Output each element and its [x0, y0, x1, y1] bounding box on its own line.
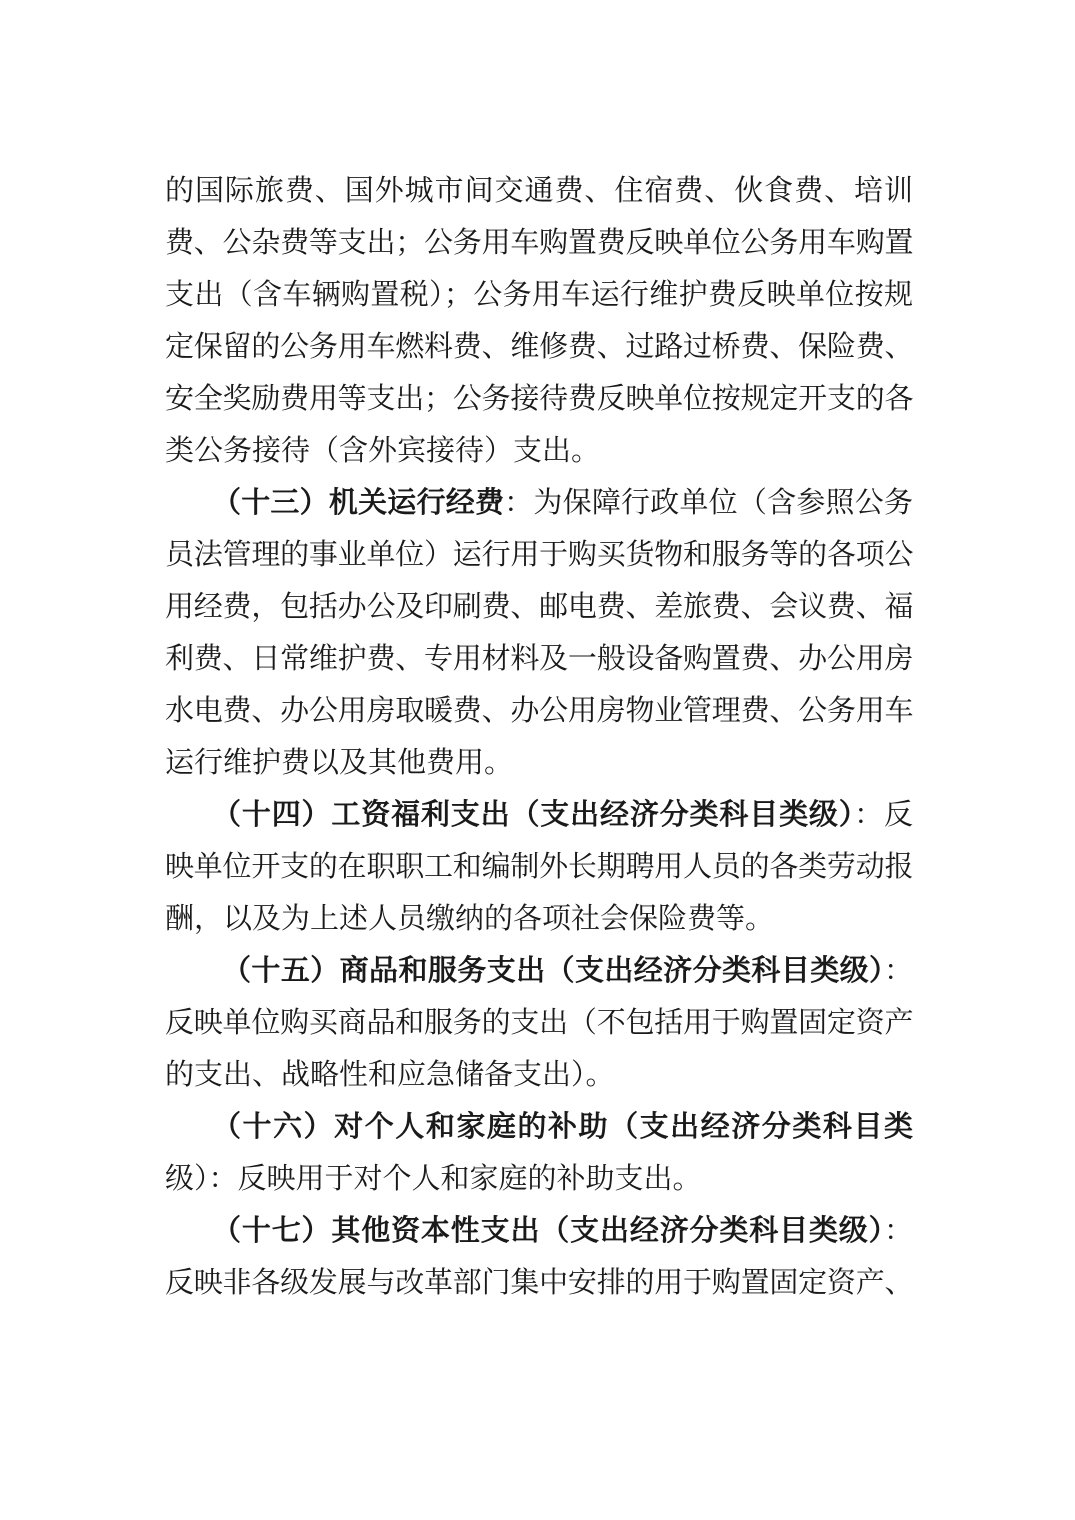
body-line: 支出（含车辆购置税）；公务用车运行维护费反映单位按规	[165, 277, 913, 311]
body-line: 的支出、战略性和应急储备支出）。	[165, 1057, 615, 1091]
body-line: 级）：反映用于对个人和家庭的补助支出。	[165, 1161, 702, 1195]
body-line: 定保留的公务用车燃料费、维修费、过路过桥费、保险费、	[165, 329, 913, 363]
section-14-first-line	[212, 794, 913, 834]
body-line: 运行维护费以及其他费用。	[165, 745, 514, 779]
body-line: 反映单位购买商品和服务的支出（不包括用于购置固定资产	[165, 1005, 913, 1039]
body-line: 水电费、办公用房取暖费、办公用房物业管理费、公务用车	[165, 693, 913, 727]
body-line: 用经费，包括办公及印刷费、邮电费、差旅费、会议费、福	[165, 589, 913, 623]
section-15-first-line	[222, 950, 913, 990]
section-16-heading: （十六）对个人和家庭的补助（支出经济分类科目类	[212, 1109, 913, 1143]
section-14-text: ：反	[854, 797, 913, 831]
body-line: 费、公杂费等支出；公务用车购置费反映单位公务用车购置	[165, 225, 913, 259]
body-line: 类公务接待（含外宾接待）支出。	[165, 433, 601, 467]
body-line: 的国际旅费、国外城市间交通费、住宿费、伙食费、培训	[165, 173, 913, 207]
section-13-text: ：为保障行政单位（含参照公务	[504, 485, 913, 519]
section-13-first-line	[212, 482, 913, 522]
body-line: 反映非各级发展与改革部门集中安排的用于购置固定资产、	[165, 1265, 913, 1299]
section-13-heading: （十三）机关运行经费	[212, 485, 505, 519]
body-line: 酬，以及为上述人员缴纳的各项社会保险费等。	[165, 901, 775, 935]
body-line: 员法管理的事业单位）运行用于购买货物和服务等的各项公	[165, 537, 913, 571]
section-17-first-line	[212, 1210, 913, 1250]
body-line: 安全奖励费用等支出；公务接待费反映单位按规定开支的各	[165, 381, 913, 415]
section-14-heading: （十四）工资福利支出（支出经济分类科目类级）	[212, 797, 855, 831]
section-15-heading: （十五）商品和服务支出（支出经济分类科目类级）	[222, 953, 884, 987]
section-16-first-line	[212, 1106, 913, 1146]
section-17-heading: （十七）其他资本性支出（支出经济分类科目类级）	[212, 1213, 884, 1247]
body-line: 利费、日常维护费、专用材料及一般设备购置费、办公用房	[165, 641, 913, 675]
body-line: 映单位开支的在职职工和编制外长期聘用人员的各类劳动报	[165, 849, 913, 883]
section-17-text: ：	[883, 1213, 913, 1247]
section-15-text: ：	[883, 953, 913, 987]
